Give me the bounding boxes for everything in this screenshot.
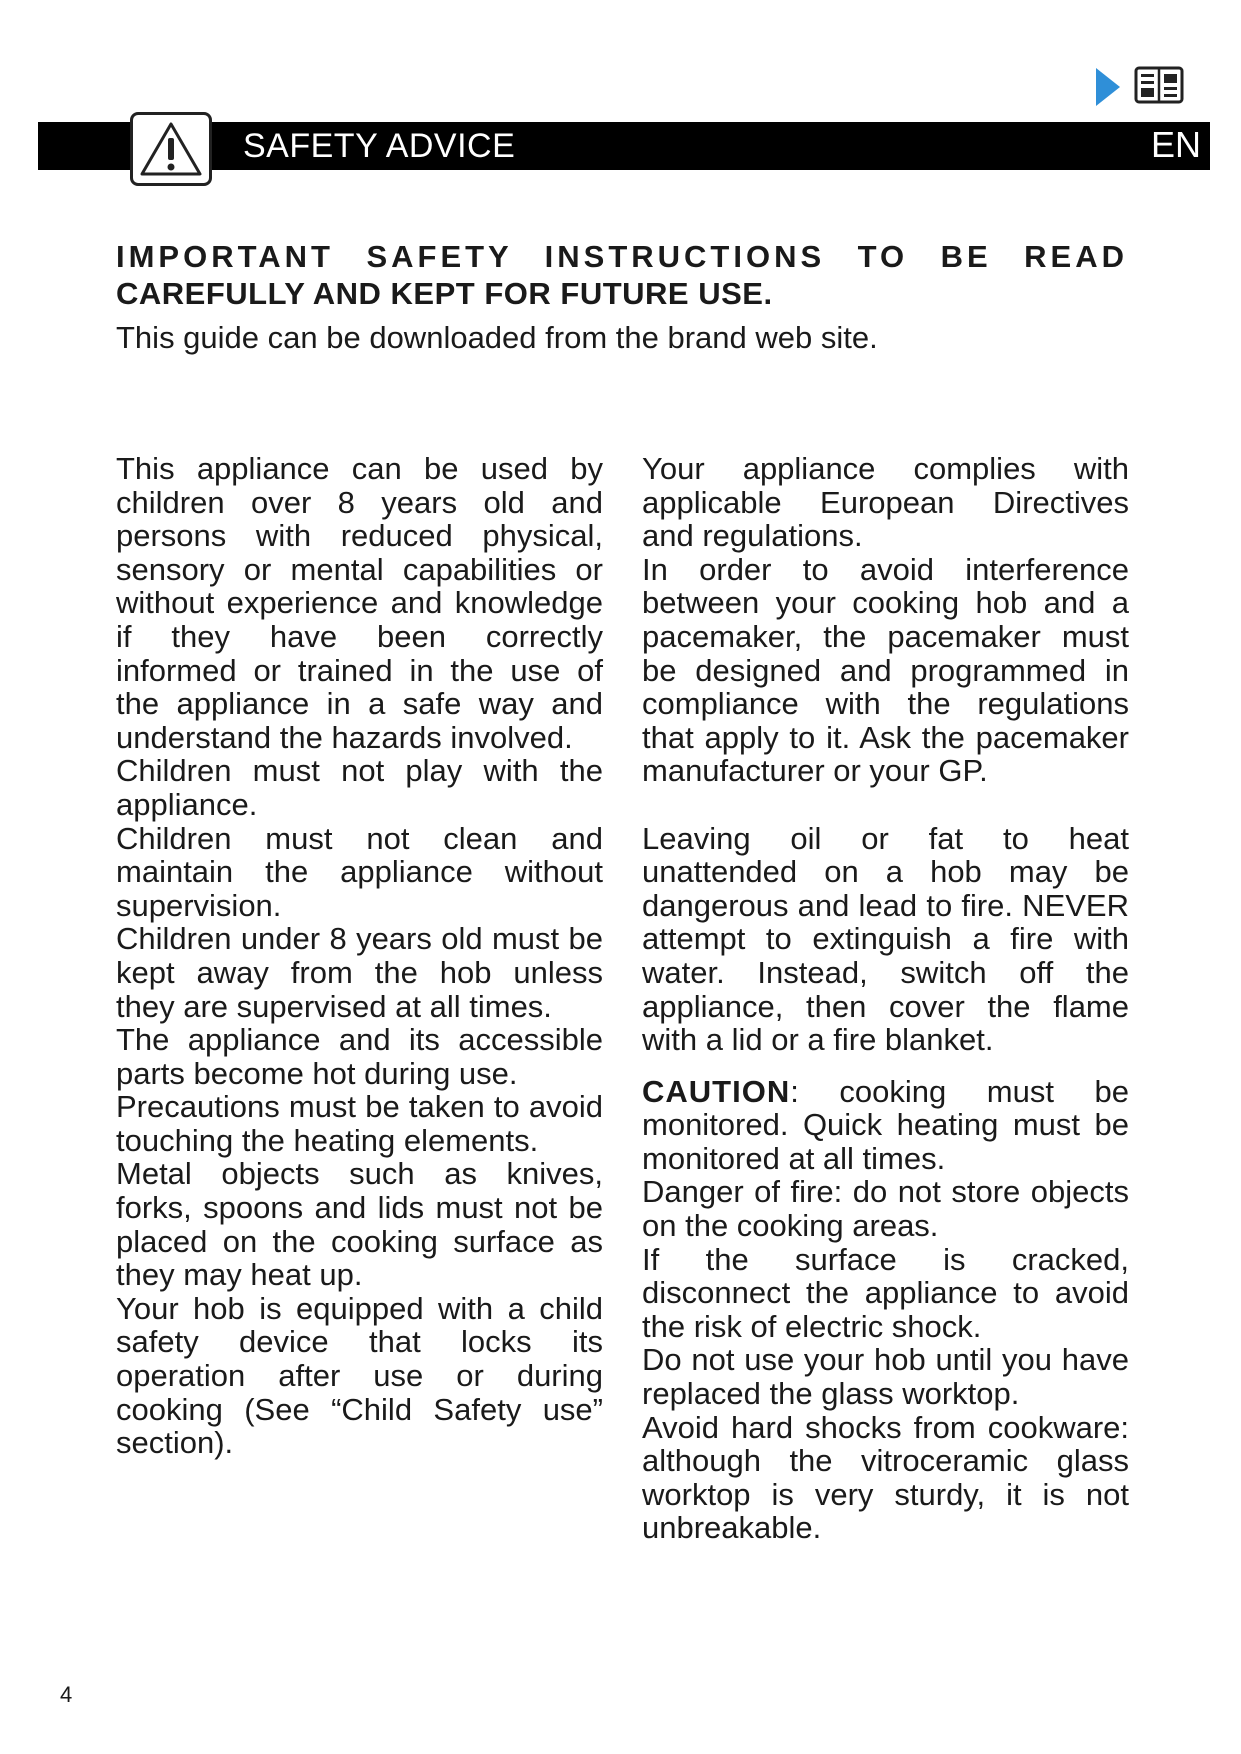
left-column bbox=[116, 452, 603, 1460]
language-code: EN bbox=[1150, 124, 1201, 165]
top-right-icons bbox=[1096, 64, 1196, 108]
paragraph: Children under 8 years old must be kept away from the hob unless they are supervised at all times. bbox=[116, 921, 603, 1024]
warning-triangle-icon bbox=[138, 120, 204, 178]
paragraph: Children must not play with the appliance. bbox=[116, 753, 603, 822]
section-title: SAFETY ADVICE bbox=[243, 127, 516, 165]
intro bbox=[116, 238, 1128, 358]
caution-text: : cooking must be monitored. Quick heating must be monitored at all times. bbox=[642, 1073, 1129, 1176]
header-bar bbox=[38, 122, 1210, 170]
warning-badge bbox=[130, 112, 212, 186]
intro-heading-line1: IMPORTANT SAFETY INSTRUCTIONS TO BE READ bbox=[116, 239, 1128, 274]
caution-label: CAUTION bbox=[642, 1073, 791, 1109]
page-number: 4 bbox=[60, 1682, 73, 1707]
manual-book-icon bbox=[1134, 66, 1184, 104]
right-column bbox=[642, 452, 1129, 1545]
paragraph: This appliance can be used by children over 8 years old and persons with reduced physical, sensory or mental capabilities or without experience and knowledge if they have been correctly informed or trained in the use of the appliance in a safe way and understand the hazards involved. bbox=[116, 451, 603, 755]
caution-paragraph bbox=[642, 1075, 1129, 1176]
paragraph: Your hob is equipped with a child safety device that locks its operation after use or during cooking (See “Child Safety use” section). bbox=[116, 1290, 603, 1461]
paragraph: In order to avoid interference between your cooking hob and a pacemaker, the pacemaker must be designed and programmed in compliance with the regulations that apply to it. Ask the pacemaker manufacturer or your GP. bbox=[642, 551, 1129, 789]
paragraph: Do not use your hob until you have replaced the glass worktop. bbox=[642, 1342, 1129, 1412]
paragraph: Your appliance complies with applicable European Directives and regulations. bbox=[642, 451, 1129, 554]
play-arrow-icon bbox=[1096, 68, 1120, 106]
paragraph: The appliance and its accessible parts become hot during use. bbox=[116, 1022, 603, 1091]
intro-heading bbox=[116, 238, 1128, 312]
paragraph: Metal objects such as knives, forks, spoons and lids must not be placed on the cooking surface as they may heat up. bbox=[116, 1156, 603, 1293]
intro-heading-line2: CAREFULLY AND KEPT FOR FUTURE USE. bbox=[116, 276, 773, 311]
paragraph: Children must not clean and maintain the appliance without supervision. bbox=[116, 820, 603, 923]
download-note: This guide can be downloaded from the brand web site. bbox=[116, 320, 878, 355]
paragraph: If the surface is cracked, disconnect the appliance to avoid the risk of electric shock. bbox=[642, 1241, 1129, 1344]
paragraph: Leaving oil or fat to heat unattended on a hob may be dangerous and lead to fire. NEVER attempt to extinguish a fire with water. Instead, switch off the appliance, then cover the flame with a lid or a fire blanket. bbox=[642, 820, 1129, 1058]
paragraph: Avoid hard shocks from cookware: although the vitroceramic glass worktop is very sturdy, it is not unbreakable. bbox=[642, 1409, 1129, 1546]
paragraph: Precautions must be taken to avoid touching the heating elements. bbox=[116, 1089, 603, 1158]
paragraph: Danger of fire: do not store objects on the cooking areas. bbox=[642, 1174, 1129, 1244]
